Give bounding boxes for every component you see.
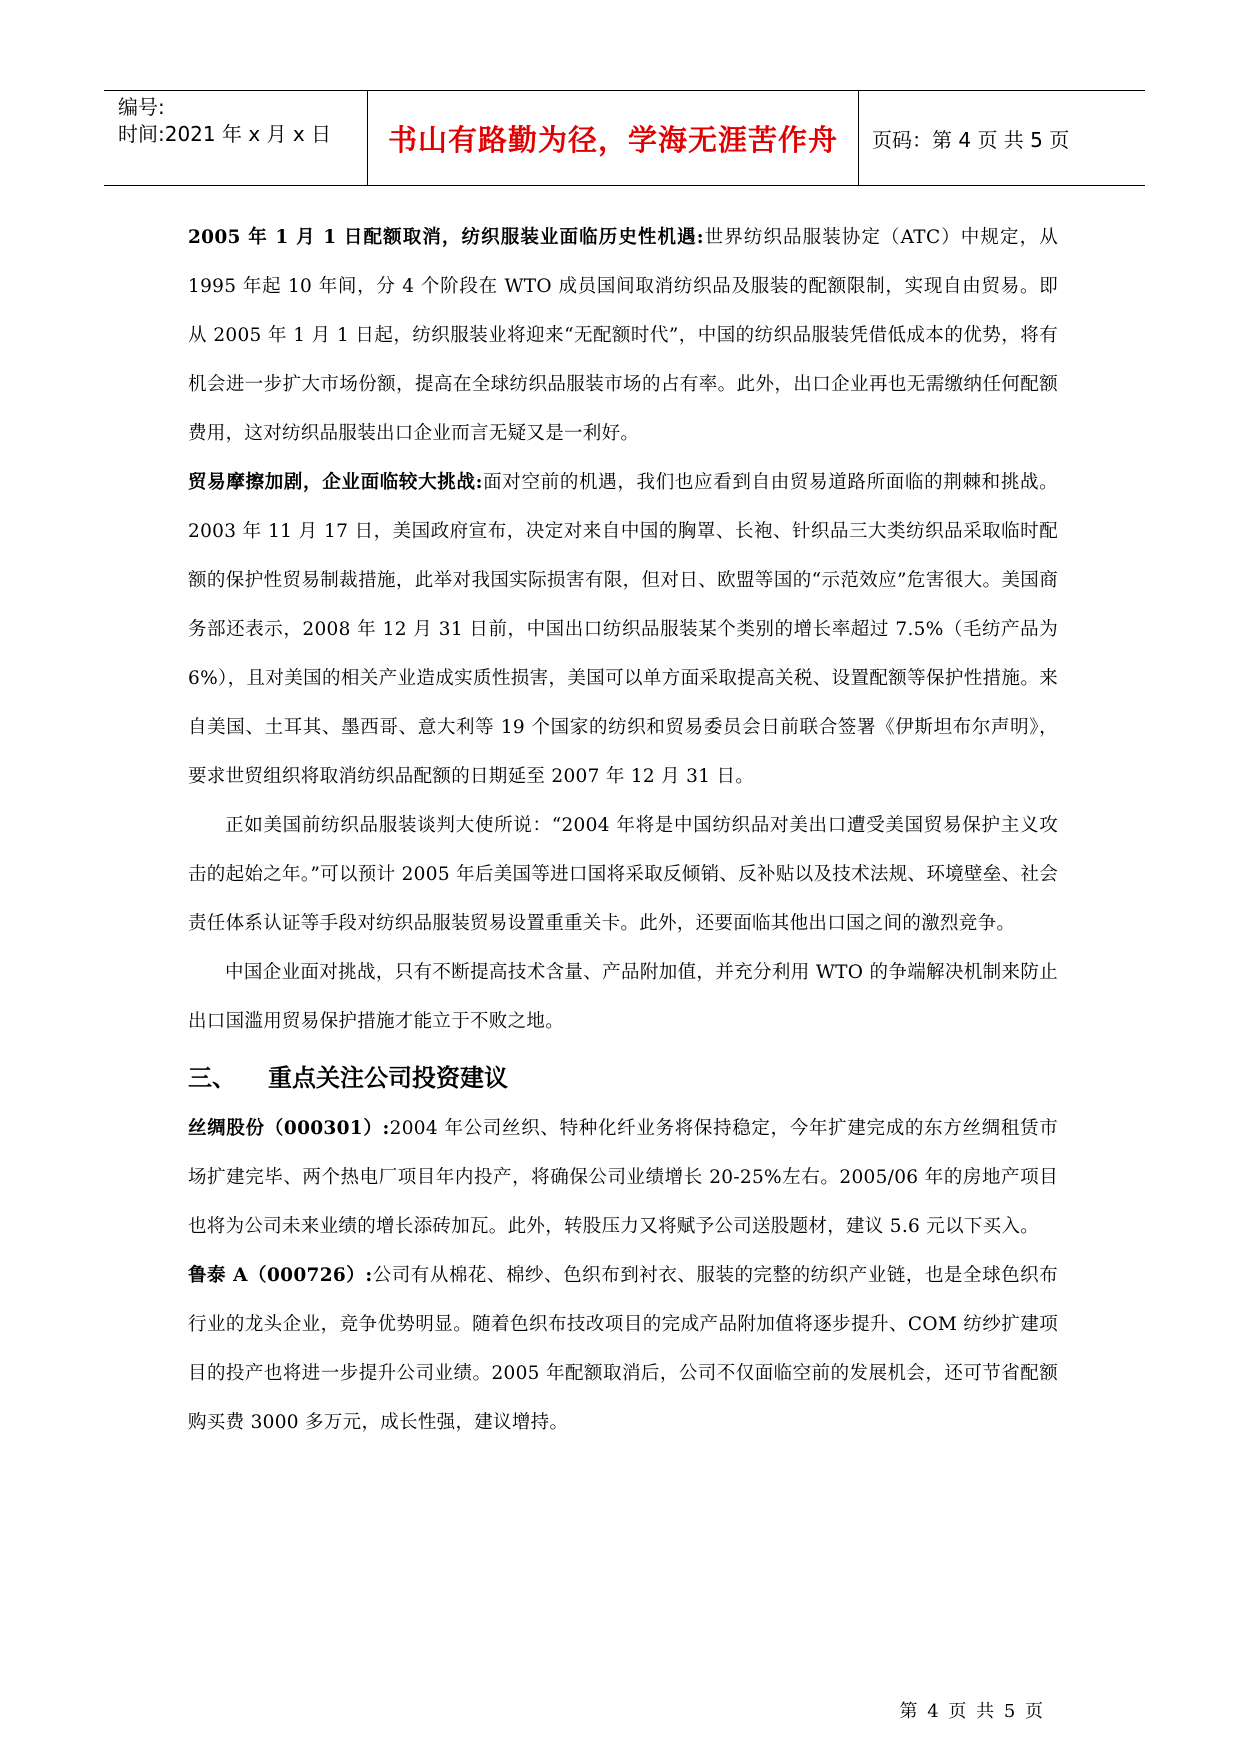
paragraph-text: 面对空前的机遇，我们也应看到自由贸易道路所面临的荆棘和挑战。2003 年 11 月 17 日，美国政府宣布，决定对来自中国的胸罩、长袍、针织品三大类纺织品采取临时配额的保护性贸易制裁措施，此举对我国实际损害有限，但对日、欧盟等国的“示范效应”危害很大。美国商务部还表示，2008 年 12 月 31 日前，中国出口纺织品服装某个类别的增长率超过 7.5%（毛纺产品为 6%），且对美国的相关产业造成实质性损害，美国可以单方面采取提高关税、设置配额等保护性措施。来自美国、土耳其、墨西哥、意大利等 19 个国家的纺织和贸易委员会日前联合签署《伊斯坦布尔声明》，要求世贸组织将取消纺织品配额的日期延至 2007 年 12 月 31 日。 [188,472,1058,787]
company-lead: 丝绸股份（000301）: [188,1118,390,1139]
company-lead: 鲁泰 A（000726）: [188,1265,373,1286]
header-divider [858,91,859,185]
paragraph [188,948,1058,1046]
paragraph [188,213,1058,458]
paragraph-lead: 2005 年 1 月 1 日配额取消，纺织服装业面临历史性机遇: [188,227,704,248]
company-paragraph [188,1104,1058,1251]
header-motto: 书山有路勤为径，学海无涯苦作舟 [387,122,838,157]
section-title: 重点关注公司投资建议 [268,1064,508,1092]
section-number: 三、 [188,1064,236,1092]
section-heading [188,1058,1058,1098]
paragraph-text: 中国企业面对挑战，只有不断提高技术含量、产品附加值，并充分利用 WTO 的争端解决机制来防止出口国滥用贸易保护措施才能立于不败之地。 [188,962,1058,1032]
company-text: 公司有从棉花、棉纱、色织布到衬衣、服装的完整的纺织产业链，也是全球色织布行业的龙头企业，竞争优势明显。随着色织布技改项目的完成产品附加值将逐步提升、COM 纺纱扩建项目的投产也将进一步提升公司业绩。2005 年配额取消后，公司不仅面临空前的发展机会，还可节省配额购买费 3000 多万元，成长性强，建议增持。 [188,1265,1058,1433]
paragraph-lead: 贸易摩擦加剧，企业面临较大挑战: [188,472,483,493]
paragraph-text: 世界纺织品服装协定（ATC）中规定，从 1995 年起 10 年间，分 4 个阶段在 WTO 成员国间取消纺织品及服装的配额限制，实现自由贸易。即从 2005 年 1 月 1 日起，纺织服装业将迎来“无配额时代”，中国的纺织品服装凭借低成本的优势，将有机会进一步扩大市场份额，提高在全球纺织品服装市场的占有率。此外，出口企业再也无需缴纳任何配额费用，这对纺织品服装出口企业而言无疑又是一利好。 [188,227,1058,444]
company-paragraph [188,1251,1058,1447]
paragraph [188,458,1058,801]
serial-label: 编号: [118,95,165,119]
header-meta [118,91,363,185]
header-page-code: 页码：第 4 页 共 5 页 [872,127,1070,152]
company-text: 2004 年公司丝织、特种化纤业务将保持稳定，今年扩建完成的东方丝绸租赁市场扩建完毕、两个热电厂项目年内投产，将确保公司业绩增长 20-25%左右。2005/06 年的房地产项目也将为公司未来业绩的增长添砖加瓦。此外，转股压力又将赋予公司送股题材，建议 5.6 元以下买入。 [188,1118,1058,1237]
time-label: 时间:2021 年 x 月 x 日 [118,122,332,146]
paragraph [188,801,1058,948]
header-divider [367,91,368,185]
page-header [104,90,1145,186]
paragraph-text: 正如美国前纺织品服装谈判大使所说：“2004 年将是中国纺织品对美出口遭受美国贸易保护主义攻击的起始之年。”可以预计 2005 年后美国等进口国将采取反倾销、反补贴以及技术法规、环境壁垒、社会责任体系认证等手段对纺织品服装贸易设置重重关卡。此外，还要面临其他出口国之间的激烈竞争。 [188,815,1058,934]
page-footer: 第 4 页 共 5 页 [899,1701,1045,1722]
document-body [188,213,1058,1447]
